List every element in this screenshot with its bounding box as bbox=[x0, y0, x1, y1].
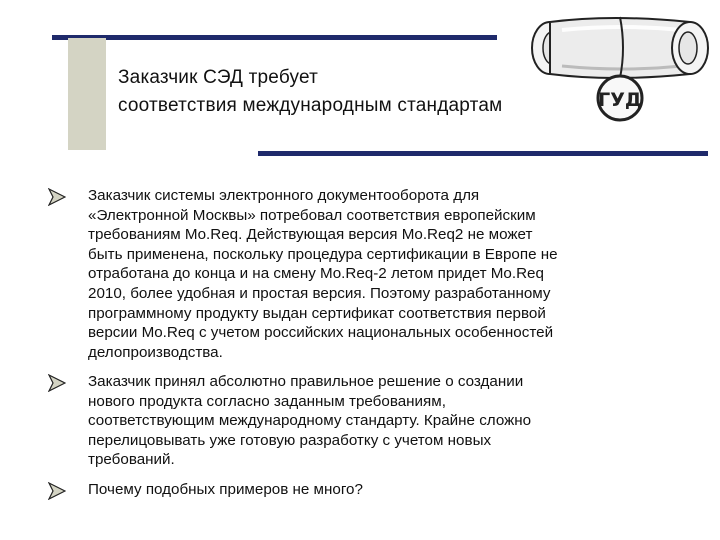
bullet-line: Заказчик принял абсолютно правильное решение о создании bbox=[88, 373, 524, 390]
bullet-line: делопроизводства. bbox=[88, 343, 223, 361]
slide-title bbox=[118, 64, 578, 120]
bullet-text bbox=[88, 372, 688, 470]
bullet-text bbox=[88, 480, 688, 500]
bullet-line: Почему подобных примеров не много? bbox=[88, 481, 363, 498]
bullet-line: Заказчик системы электронного документооборота для bbox=[88, 187, 480, 204]
accent-bar bbox=[68, 38, 106, 150]
bullet-line: «Электронной Москвы» потребовал соответствия европейским bbox=[88, 206, 536, 224]
bullet-line: быть применена, поскольку процедура сертификации в Европе не bbox=[88, 245, 558, 263]
bullet-line: программному продукту выдан сертификат соответствия первой bbox=[88, 304, 546, 322]
bullet-line: требований. bbox=[88, 451, 175, 469]
arrow-bullet-icon bbox=[48, 374, 66, 392]
bullet-line: перелицовывать уже готовую разработку с учетом новых bbox=[88, 431, 492, 449]
bullet-line: отработана до конца и на смену Mo.Req-2 летом придет Mo.Req bbox=[88, 265, 544, 283]
arrow-bullet-icon bbox=[48, 188, 66, 206]
title-line-2: соответствия международным стандартам bbox=[118, 95, 503, 116]
seal-text: ГУД bbox=[598, 89, 642, 111]
bullet-text bbox=[88, 186, 688, 362]
bullet-line: версии Mo.Req с учетом российских национальных особенностей bbox=[88, 324, 554, 342]
bullet-line: нового продукта согласно заданным требованиям, bbox=[88, 392, 446, 410]
top-rule bbox=[52, 35, 497, 40]
bullet-line: 2010, более удобная и простая версия. Поэтому разработанному bbox=[88, 284, 551, 302]
arrow-bullet-icon bbox=[48, 482, 66, 500]
title-line-1: Заказчик СЭД требует bbox=[118, 67, 319, 88]
bullet-line: требованиям Mo.Req. Действующая версия Mo.Req2 не может bbox=[88, 226, 533, 244]
bottom-rule bbox=[258, 151, 708, 156]
scroll-seal-icon bbox=[522, 8, 718, 134]
bullet-line: соответствующим международному стандарту. Крайне сложно bbox=[88, 412, 532, 430]
